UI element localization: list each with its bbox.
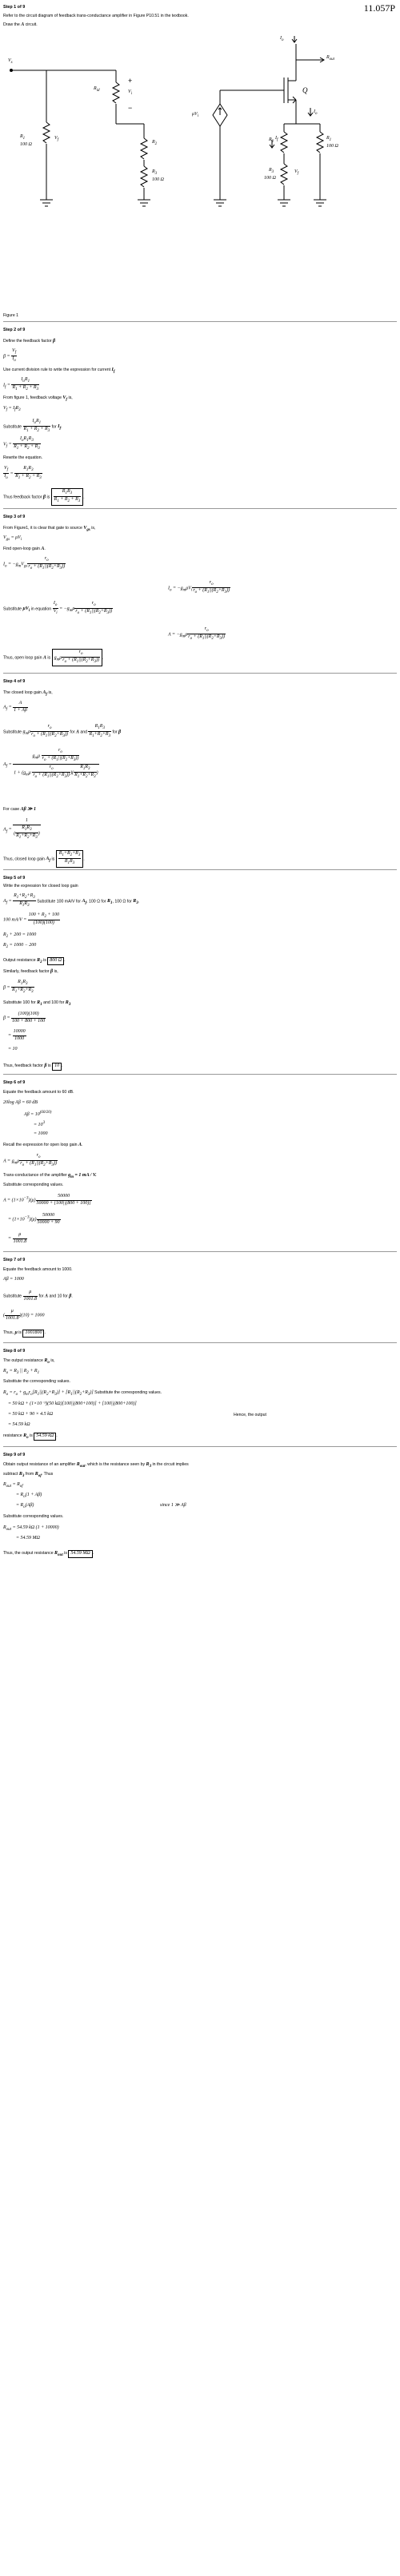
- divider: [3, 1342, 397, 1343]
- step6-a1: $A = (1\times 10^{-3})(\mu)$ $\frac{50000}{50000 + [100||(800 + 100)]}$: [3, 1194, 91, 1206]
- divider: [3, 673, 397, 674]
- step5-write: Write the expression for closed loop gain: [3, 884, 78, 888]
- step5-similarly: Similarly, feedback factor β is,: [3, 969, 58, 974]
- step7-thus: Thus, μ is 1001800 .: [3, 1330, 46, 1338]
- label-vs: $V_s$: [8, 58, 13, 66]
- step3-io-eq: $I_o = -g_mV_{gs}$ $\frac{r_o}{r_o + (R_1||(R_2+R_3))}$: [3, 556, 66, 571]
- step5-eq1: 100 mA/V = $\frac{100 + R_2 + 100}{(100)(100)}$: [3, 912, 60, 926]
- label-r3-value: 100 Ω: [152, 177, 164, 182]
- step8-title: Step 8 of 9: [3, 1349, 26, 1354]
- step4-title: Step 4 of 9: [3, 679, 26, 684]
- label-r2-right: $R_2$: [269, 137, 274, 145]
- label-vf: $V_f$: [54, 136, 59, 143]
- divider: [3, 869, 397, 870]
- step5-eq2: $R_2 + 200 = 1000$: [3, 932, 37, 940]
- step8-ro-full: $R_o = r_o + g_mr_o[R_1||(R_2+R_3)] + [R_1||(R_2+R_3)]$ Substitute the corresponding values.: [3, 1390, 162, 1397]
- step8-subst: Substitute the corresponding values.: [3, 1379, 70, 1384]
- divider: [3, 1251, 397, 1252]
- label-r1-right-value: 100 Ω: [326, 144, 338, 149]
- step1-draw: Draw the A circuit.: [3, 22, 38, 27]
- step2-beta-def: β = $\frac{V_f}{I_o}$: [3, 348, 17, 364]
- label-io-2: $I_o$: [314, 109, 318, 117]
- step5-eq3: $R_2 = 1000 - 200$: [3, 943, 37, 950]
- label-rid: $R_{id}$: [94, 86, 100, 93]
- step4-af-eq: $A_f$ = $\frac{A}{1 + A\beta}$: [3, 701, 27, 713]
- step2-title: Step 2 of 9: [3, 328, 26, 332]
- step9-answer-rout: 54.59 MΩ: [68, 1550, 92, 1558]
- label-rout: $R_{out}$: [326, 55, 335, 62]
- label-if: $I_f$: [275, 136, 278, 143]
- step2-rewrite: Rewrite the equation.: [3, 455, 43, 460]
- step7-title: Step 7 of 9: [3, 1258, 26, 1262]
- step5-title: Step 5 of 9: [3, 876, 26, 881]
- divider: [3, 321, 397, 322]
- step6-tc: Trans-conductance of the amplifier $g_m = 1$ mA / V.: [3, 1173, 97, 1180]
- label-r1-value: 100 Ω: [20, 142, 32, 147]
- step6-equate: Equate the feedback amount to 60 dB.: [3, 1090, 74, 1095]
- step3-from-fig: From Figure1, it is clear that gate to source $V_{gs}$ is,: [3, 526, 96, 533]
- step6-l2: $A\beta = 10^{(60/20)}$: [24, 1111, 52, 1117]
- label-vi: $V_i$: [128, 89, 133, 97]
- step6-a-eq: $A = g_m\mu$ $\frac{r_o}{r_o + (R_1||(R_2+R_3))}$: [3, 1153, 57, 1168]
- step8-output: The output resistance $R_o$ is,: [3, 1358, 55, 1366]
- step9-subtract: subtract $R_3$ from $R_{of}$. Thus: [3, 1472, 54, 1479]
- label-mu-vi: $\mu V_i$: [192, 112, 199, 119]
- step9-l2: = 54.59 MΩ: [16, 1536, 40, 1540]
- step5-subst2: Substitute 100 for $R_1$ and 100 for $R_3$: [3, 1000, 71, 1008]
- divider: [3, 1446, 397, 1447]
- step2-substitute: Substitute $I_oR_1$ $R_1 + R_2 + R_3$ for $I_f$.: [3, 419, 62, 434]
- label-r2: $R_2$: [152, 140, 158, 147]
- step4-af-approx: $A_f$ = 1 ( $\frac{R_1R_3}{R_1+R_2+R_3}$ ): [3, 818, 40, 841]
- step4-closed: The closed loop gain $A_f$ is,: [3, 690, 53, 698]
- label-vf-right: $V_f$: [294, 169, 299, 177]
- problem-number: 11.057P: [363, 2, 395, 14]
- step6-l4: = 1000: [34, 1131, 48, 1136]
- step5-beta-calc2: = $\frac{10000}{1000}$: [8, 1029, 26, 1041]
- label-r1: $R_1$: [20, 134, 26, 141]
- label-minus: −: [128, 104, 133, 112]
- step9-obtain: Obtain output resistance of an amplifier $R_{out}$, which is the resistance seen by $R_3$ in the circuit implies: [3, 1462, 189, 1469]
- step8-l4: = 50 kΩ + 90 × 4.5 kΩ: [8, 1412, 54, 1417]
- step7-subst: Substitute $\frac{\mu}{1001.8}$ for A and 10 for β.: [3, 1290, 73, 1302]
- step2-if-eq: $I_f$ = $I_oR_1$ $R_1 + R_2 + R_3$: [3, 377, 39, 392]
- step2-from-fig: From figure 1, feedback voltage $V_f$ is,: [3, 396, 73, 403]
- step7-equate: Equate the feedback amount to 1000.: [3, 1267, 73, 1272]
- step3-subst: Substitute $\mu V_i$ in equation $\frac{I_o}{V_i}$ = $-g_m\mu$ $\frac{r_o}{r_o + (R_1||(R_2+R_3))}$: [3, 601, 113, 616]
- step7-eq: ( $\frac{\mu}{1001.8}$ )(10) = 1000: [3, 1309, 45, 1321]
- figure-caption: Figure 1: [3, 313, 19, 318]
- step9-eq1: $R_{out} = R_{of}$: [3, 1482, 23, 1489]
- step8-l3: = 50 kΩ + (1×10⁻³)(50 kΩ)[100||(800+100)] + [100||(800+100)]: [8, 1401, 137, 1406]
- label-plus: +: [128, 77, 133, 85]
- step2-ratio-eq: $\frac{V_f}{I_o}$ = $\frac{R_1R_3}{R_1 + R_2 + R_3}$: [4, 466, 42, 481]
- label-io: $I_o$: [280, 36, 284, 43]
- step6-a3: = $\frac{\mu}{1001.8}$: [8, 1232, 27, 1244]
- step5-af-eq: $A_f$ = $\frac{R_1+R_2+R_3}{R_1R_3}$ Substitute 100 mA/V for $A_f$, 100 Ω for $R_1$, 100 Ω for $R_3$.: [3, 893, 140, 908]
- step8-hence: Hence, the output: [234, 1413, 266, 1417]
- step2-current-div: Use current division rule to write the expression for current $I_f$: [3, 368, 115, 375]
- step6-l3: = $10^3$: [34, 1121, 46, 1127]
- step1-title: Step 1 of 9: [3, 5, 26, 10]
- step4-subst: Substitute $g_m\mu$ $\frac{r_o}{r_o + (R_1||(R_2+R_3))}$ for A and $\frac{R_1R_3}{R_1+R_2+R_3}$ for β: [3, 724, 122, 739]
- step2-vf-eq: $V_f = I_fR_3$: [3, 406, 21, 413]
- label-r3-right-value: 100 Ω: [264, 176, 276, 181]
- step7-answer-mu: 1001800: [22, 1330, 44, 1338]
- step8-answer-ro: 54.59 kΩ: [34, 1433, 56, 1441]
- step8-answer: resistance $R_o$ is 54.59 kΩ .: [3, 1433, 58, 1441]
- step7-l1: Aβ = 1000: [3, 1277, 24, 1282]
- step3-find: Find open-loop gain A.: [3, 547, 46, 551]
- step3-a-eq: $A = -g_m\mu$ $\frac{r_o}{r_o + (R_1||(R_2+R_3))}$: [168, 626, 226, 642]
- step5-thus: Thus, feedback factor β is 10 .: [3, 1063, 63, 1071]
- step9-thus: Thus, the output resistance $R_{out}$ is 54.59 MΩ .: [3, 1551, 94, 1558]
- step3-vgs-eq: $V_{gs} = \mu V_i$: [3, 535, 22, 543]
- step9-eq3: = $R_o(A\beta)$: [16, 1503, 34, 1510]
- step6-subst: Substitute corresponding values.: [3, 1183, 64, 1187]
- step6-a2: = $(1\times 10^{-3})(\mu)$ $\frac{50000}{50000 + 90}$: [8, 1213, 60, 1225]
- step3-thus: Thus, open loop gain A is $g_m\mu$ $\frac{r_o}{r_o + (R_1||(R_2+R_3))}$ .: [3, 649, 103, 666]
- step6-recall: Recall the expression for open loop gain A.: [3, 1143, 83, 1147]
- step9-title: Step 9 of 9: [3, 1453, 26, 1457]
- label-r3: $R_3$: [152, 169, 158, 177]
- step5-beta-eq: β = $\frac{R_1R_3}{R_1+R_2+R_3}$: [3, 980, 34, 995]
- step5-beta-calc: β = $\frac{(100)(100)}{100 + 800 + 100}$: [3, 1012, 46, 1024]
- step6-l1: 20log Aβ = 60 dB: [3, 1100, 38, 1105]
- step5-beta-calc3: = 10: [8, 1047, 18, 1051]
- label-r3-right: $R_3$: [269, 168, 274, 175]
- label-r1-right: $R_1$: [326, 136, 332, 143]
- step9-l1: $R_{out} = 54.59$ kΩ (1 + 10000): [3, 1525, 59, 1532]
- divider: [3, 508, 397, 509]
- step3-io-eq2: $I_o = -g_m\mu V_i$ $\frac{r_o}{r_o + (R_1||(R_2+R_3))}$: [168, 580, 230, 595]
- step8-l5: = 54.59 kΩ: [8, 1422, 30, 1427]
- label-q: Q: [302, 86, 308, 94]
- step9-since: since 1 ≫ Aβ: [160, 1503, 186, 1508]
- divider: [3, 1074, 397, 1075]
- step2-define: Define the feedback factor β: [3, 339, 56, 344]
- step4-af-full: $A_f$ = $g_m\mu$ $\frac{r_o}{r_o + (R_1||(R_2+R_3))}$ $1 + (g_m\mu$ $\frac{r_o}{r_o + (R_1||(R_2+R_3))}$ )( $\frac{R_1R_3}{R_1+R_2+R_3}$ ): [3, 748, 98, 780]
- step5-answer-beta: 10: [52, 1063, 62, 1071]
- step9-eq2: = $R_o(1 + A\beta)$: [16, 1493, 42, 1500]
- step6-title: Step 6 of 9: [3, 1080, 26, 1085]
- step4-for-case: For case Aβ ≫ 1: [3, 807, 36, 812]
- step2-vf-eq2: $V_f$ = $I_oR_1R_3$ $R_1 + R_2 + R_3$: [3, 436, 40, 451]
- step5-answer-r2: 800 Ω: [47, 957, 64, 965]
- step2-thus: Thus feedback factor β is $\frac{R_1R_3}{R_1 + R_2 + R_3}$ .: [3, 488, 85, 506]
- step8-ro-eq: $R_o = R_3$ || $R_2 + R_1$: [3, 1369, 40, 1376]
- step3-title: Step 3 of 9: [3, 515, 26, 519]
- step5-output-res: Output resistance $R_2$ is 800 Ω .: [3, 958, 66, 965]
- step9-subst: Substitute corresponding values.: [3, 1514, 64, 1519]
- figure-1-circuit: [0, 28, 400, 300]
- step4-thus: Thus, closed loop gain $A_f$ is $\frac{R_1+R_2+R_3}{R_1R_3}$ .: [3, 850, 85, 868]
- step1-intro: Refer to the circuit diagram of feedback trans-conductance amplifier in Figure P10.51 in the textbook.: [3, 14, 189, 18]
